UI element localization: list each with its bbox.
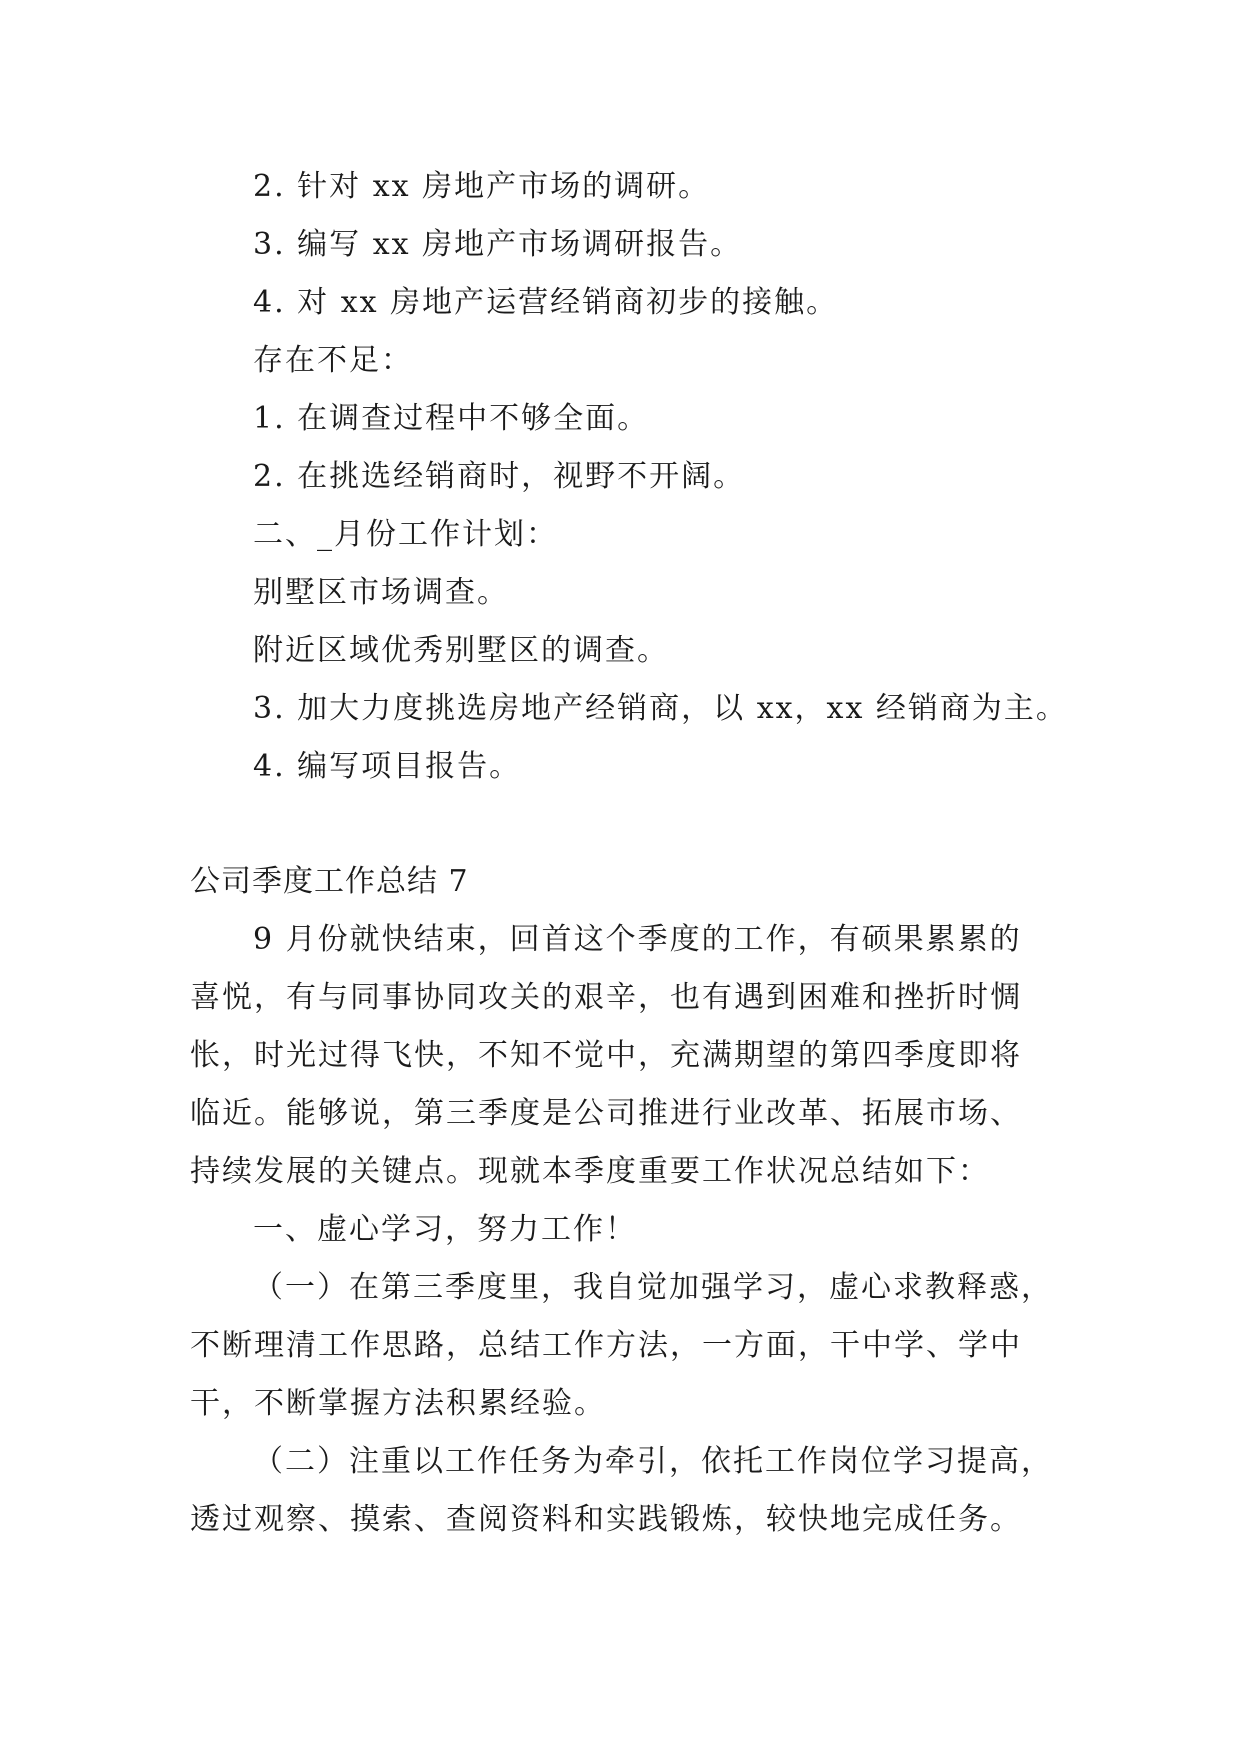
- paragraph-line: 不断理清工作思路，总结工作方法，一方面，干中学、学中: [190, 1328, 1022, 1363]
- list-item: 别墅区市场调查。: [253, 575, 509, 610]
- paragraph-line: 透过观察、摸索、查阅资料和实践锻炼，较快地完成任务。: [190, 1502, 1022, 1537]
- list-item: 4. 对 xx 房地产运营经销商初步的接触。: [253, 285, 839, 320]
- paragraph-line: 持续发展的关键点。现就本季度重要工作状况总结如下：: [190, 1154, 990, 1189]
- paragraph-line: 临近。能够说，第三季度是公司推进行业改革、拓展市场、: [190, 1096, 1022, 1131]
- list-item: 1. 在调查过程中不够全面。: [253, 401, 650, 436]
- paragraph-line: （二）注重以工作任务为牵引，依托工作岗位学习提高，: [253, 1444, 1053, 1479]
- list-item: 3. 编写 xx 房地产市场调研报告。: [253, 227, 743, 262]
- paragraph-line: 喜悦，有与同事协同攻关的艰辛，也有遇到困难和挫折时惆: [190, 980, 1022, 1015]
- list-item: 附近区域优秀别墅区的调查。: [253, 633, 669, 668]
- paragraph-line: 干，不断掌握方法积累经验。: [190, 1386, 606, 1421]
- section-title: 公司季度工作总结 7: [190, 864, 469, 899]
- shortcomings-heading: 存在不足：: [253, 343, 413, 378]
- paragraph-line: （一）在第三季度里，我自觉加强学习，虚心求教释惑，: [253, 1270, 1053, 1305]
- list-item: 2. 在挑选经销商时，视野不开阔。: [253, 459, 746, 494]
- part-one-heading: 一、虚心学习，努力工作！: [253, 1212, 637, 1247]
- plan-heading: 二、_月份工作计划：: [253, 517, 558, 552]
- list-item: 2. 针对 xx 房地产市场的调研。: [253, 169, 711, 204]
- list-item: 4. 编写项目报告。: [253, 749, 522, 784]
- paragraph-line: 9 月份就快结束，回首这个季度的工作，有硕果累累的: [253, 922, 1022, 957]
- paragraph-line: 怅，时光过得飞快，不知不觉中，充满期望的第四季度即将: [190, 1038, 1022, 1073]
- list-item: 3. 加大力度挑选房地产经销商，以 xx，xx 经销商为主。: [253, 691, 1068, 726]
